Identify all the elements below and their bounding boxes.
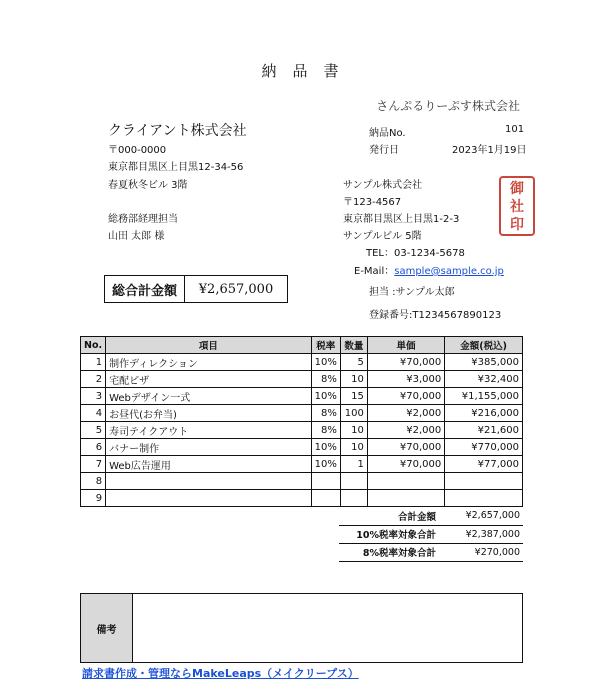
row-item: [106, 490, 312, 507]
grand-total-box: [104, 275, 288, 303]
sender-company: さんぷるりーぷす株式会社: [376, 99, 520, 113]
row-qty: 1: [340, 456, 367, 473]
items-table: [80, 336, 523, 507]
row-item: Webデザイン一式: [106, 388, 312, 405]
row-tax: 10%: [311, 439, 340, 456]
client-address-2: 春夏秋冬ビル 3階: [108, 180, 188, 191]
row-unit: ¥70,000: [367, 456, 444, 473]
issuer-registration: 登録番号:T1234567890123: [369, 310, 502, 321]
row-no: 7: [81, 456, 106, 473]
client-address-1: 東京都目黒区上目黒12-34-56: [108, 162, 244, 173]
row-item: 宅配ピザ: [106, 371, 312, 388]
row-tax: 8%: [311, 405, 340, 422]
client-department: 総務部経理担当: [108, 214, 178, 225]
summary-total-label: 合計金額: [339, 507, 439, 525]
table-row: [81, 422, 523, 439]
stamp-char-2: 社: [510, 199, 524, 215]
row-amount: ¥216,000: [445, 405, 523, 422]
table-row: [81, 490, 523, 507]
row-amount: ¥21,600: [445, 422, 523, 439]
row-unit: ¥70,000: [367, 354, 444, 371]
row-tax: 8%: [311, 422, 340, 439]
table-row: [81, 354, 523, 371]
row-unit: ¥70,000: [367, 439, 444, 456]
row-amount: ¥385,000: [445, 354, 523, 371]
row-item: 制作ディレクション: [106, 354, 312, 371]
issuer-email-row: [354, 262, 504, 277]
row-qty: 10: [340, 371, 367, 388]
issuer-zip: 〒123-4567: [343, 197, 402, 208]
row-amount: [445, 490, 523, 507]
grand-total-value: ¥2,657,000: [198, 281, 274, 297]
client-zip: 〒000-0000: [108, 145, 167, 156]
row-no: 5: [81, 422, 106, 439]
row-unit: [367, 490, 444, 507]
row-no: 9: [81, 490, 106, 507]
remarks-label: 備考: [81, 594, 133, 662]
row-qty: 10: [340, 439, 367, 456]
row-unit: ¥3,000: [367, 371, 444, 388]
row-amount: ¥1,155,000: [445, 388, 523, 405]
row-tax: [311, 490, 340, 507]
row-unit: [367, 473, 444, 490]
row-item: バナー制作: [106, 439, 312, 456]
issue-date-label: 発行日: [369, 145, 399, 156]
row-item: [106, 473, 312, 490]
issuer-email-link[interactable]: sample@sample.co.jp: [394, 266, 504, 277]
row-qty: [340, 490, 367, 507]
row-tax: 10%: [311, 354, 340, 371]
grand-total-label: 総合計金額: [105, 276, 185, 302]
row-unit: ¥2,000: [367, 405, 444, 422]
summary-8pct-label: 8%税率対象合計: [339, 543, 439, 561]
row-no: 8: [81, 473, 106, 490]
remarks-content: [133, 594, 522, 662]
header-no: No.: [81, 337, 106, 354]
row-no: 1: [81, 354, 106, 371]
issuer-email-label: E-Mail：: [354, 266, 395, 277]
header-tax-rate: 税率: [311, 337, 340, 354]
table-row: [81, 371, 523, 388]
company-seal-stamp: [499, 176, 535, 236]
row-amount: ¥77,000: [445, 456, 523, 473]
row-no: 3: [81, 388, 106, 405]
row-item: お昼代(お弁当): [106, 405, 312, 422]
remarks-box: [80, 593, 523, 663]
issuer-person: 担当 :サンプル太郎: [369, 287, 455, 298]
row-unit: ¥2,000: [367, 422, 444, 439]
row-unit: ¥70,000: [367, 388, 444, 405]
summary-row: [339, 525, 523, 543]
row-item: 寿司テイクアウト: [106, 422, 312, 439]
delivery-no-value: 101: [505, 124, 525, 135]
summary-row: [339, 543, 523, 561]
client-name: クライアント株式会社: [108, 123, 247, 139]
row-no: 6: [81, 439, 106, 456]
header-quantity: 数量: [340, 337, 367, 354]
delivery-no-label: 納品No.: [369, 128, 406, 139]
table-row: [81, 439, 523, 456]
client-contact: 山田 太郎 様: [108, 231, 165, 242]
row-amount: [445, 473, 523, 490]
row-amount: ¥770,000: [445, 439, 523, 456]
row-no: 4: [81, 405, 106, 422]
summary-10pct-value: ¥2,387,000: [439, 525, 523, 543]
issue-date-value: 2023年1月19日: [452, 145, 527, 156]
summary-8pct-value: ¥270,000: [439, 543, 523, 561]
row-tax: 10%: [311, 456, 340, 473]
row-qty: 15: [340, 388, 367, 405]
issuer-address-1: 東京都目黒区上目黒1-2-3: [343, 214, 460, 225]
header-unit-price: 単価: [367, 337, 444, 354]
table-row: [81, 405, 523, 422]
row-tax: 8%: [311, 371, 340, 388]
table-header-row: [81, 337, 523, 354]
summary-row: [339, 507, 523, 525]
table-row: [81, 456, 523, 473]
issuer-name: サンプル株式会社: [343, 180, 423, 191]
row-qty: [340, 473, 367, 490]
row-qty: 10: [340, 422, 367, 439]
row-amount: ¥32,400: [445, 371, 523, 388]
issuer-address-2: サンプルビル 5階: [343, 231, 422, 242]
row-qty: 100: [340, 405, 367, 422]
row-tax: 10%: [311, 388, 340, 405]
row-no: 2: [81, 371, 106, 388]
table-row: [81, 473, 523, 490]
row-qty: 5: [340, 354, 367, 371]
stamp-char-1: 御: [510, 181, 524, 197]
stamp-char-3: 印: [510, 217, 524, 233]
document-title: 納品書: [261, 62, 355, 80]
issuer-tel: TEL：03-1234-5678: [366, 248, 465, 259]
row-tax: [311, 473, 340, 490]
summary-10pct-label: 10%税率対象合計: [339, 525, 439, 543]
header-item: 項目: [106, 337, 312, 354]
summary-total-value: ¥2,657,000: [439, 507, 523, 525]
header-amount: 金額(税込): [445, 337, 523, 354]
table-row: [81, 388, 523, 405]
summary-table: [339, 507, 523, 562]
row-item: Web広告運用: [106, 456, 312, 473]
footer-makeleaps-link[interactable]: 請求書作成・管理ならMakeLeaps（メイクリープス）: [82, 667, 359, 680]
